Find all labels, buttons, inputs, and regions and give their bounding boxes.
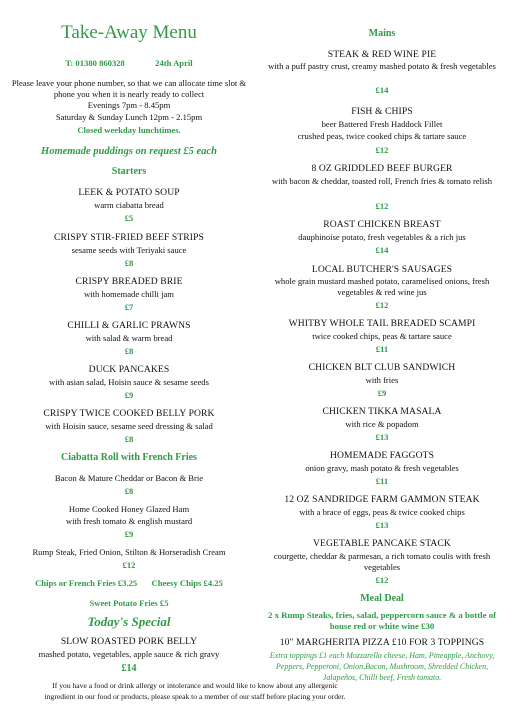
starter-price: £5 [124, 213, 134, 223]
main-price: £12 [375, 300, 389, 310]
starter-name: LEEK & POTATO SOUP [78, 187, 180, 198]
special-price: £14 [121, 663, 137, 674]
main-desc: with a brace of eggs, peas & twice cooked chips [299, 507, 465, 517]
ciabatta-heading: Ciabatta Roll with French Fries [61, 452, 197, 463]
main-desc: courgette, cheddar & parmesan, a rich tomato coulis with fresh vegetables [273, 551, 491, 572]
closed-notice: Closed weekday lunchtimes. [77, 125, 181, 135]
main-name: WHITBY WHOLE TAIL BREADED SCAMPI [288, 318, 476, 329]
ciabatta-price: £8 [124, 486, 134, 496]
main-price: £14 [375, 85, 389, 95]
starter-price: £9 [124, 390, 134, 400]
starter-name: CHILLI & GARLIC PRAWNS [67, 320, 191, 331]
special-name: SLOW ROASTED PORK BELLY [60, 636, 198, 647]
main-price: £11 [375, 344, 389, 354]
contact-line [8, 58, 250, 69]
ciabatta-item: Bacon & Mature Cheddar or Bacon & Brie [54, 473, 204, 483]
meal-deal-desc: 2 x Rump Steaks, fries, salad, peppercorn sauce & a bottle of house red or white wine £30 [267, 610, 497, 631]
main-desc-extra: crushed peas, twice cooked chips & tartare sauce [297, 131, 467, 141]
main-name: LOCAL BUTCHER'S SAUSAGES [311, 264, 453, 275]
weekend-hours: Saturday & Sunday Lunch 12pm - 2.15pm [55, 112, 203, 122]
date: 24th April [155, 58, 193, 68]
allergy-notice: If you have a food or drink allergy or intolerance and would like to know about any allergenic ingredient in our food or products, please speak to a member of our staff before placing your order. [44, 681, 346, 701]
main-desc: twice cooked chips, peas & tartare sauce [312, 331, 452, 341]
starter-price: £8 [124, 434, 134, 444]
main-name: HOMEMADE FAGGOTS [329, 450, 435, 461]
ciabatta-price: £9 [124, 529, 134, 539]
starters-heading: Starters [111, 166, 147, 177]
ciabatta-item: Rump Steak, Fried Onion, Stilton & Horseradish Cream [32, 547, 226, 557]
todays-special-heading: Today's Special [87, 614, 171, 629]
phone: T: 01380 860328 [65, 58, 125, 68]
starter-name: CRISPY BREADED BRIE [75, 276, 183, 287]
starter-price: £8 [124, 346, 134, 356]
main-name: FISH & CHIPS [351, 106, 413, 117]
main-desc: with bacon & cheddar, toasted roll, French fries & tomato relish [271, 176, 493, 186]
pizza-offer: 10" MARGHERITA PIZZA £10 FOR 3 TOPPINGS [279, 637, 485, 648]
main-desc: beer Battered Fresh Haddock Fillet [321, 119, 443, 129]
sweet-potato-fries: Sweet Potato Fries £5 [89, 598, 169, 608]
main-price: £13 [375, 520, 389, 530]
starter-desc: sesame seeds with Teriyaki sauce [71, 245, 187, 255]
chips-price: Chips or French Fries £3.25 [35, 578, 138, 588]
starter-desc: warm ciabatta bread [94, 200, 164, 210]
main-desc: with fries [365, 375, 399, 385]
starter-name: DUCK PANCAKES [88, 364, 170, 375]
main-name: 12 OZ SANDRIDGE FARM GAMMON STEAK [284, 494, 480, 505]
ciabatta-price: £12 [122, 560, 136, 570]
main-name: CHICKEN TIKKA MASALA [322, 406, 442, 417]
main-desc: with rice & popadom [345, 419, 419, 429]
main-name: ROAST CHICKEN BREAST [323, 219, 441, 230]
ciabatta-item-detail: with fresh tomato & english mustard [65, 516, 193, 526]
starter-price: £8 [124, 258, 134, 268]
main-name: STEAK & RED WINE PIE [327, 49, 437, 60]
main-price: £14 [375, 245, 389, 255]
special-desc: mashed potato, vegetables, apple sauce & rich gravy [38, 649, 220, 659]
main-price: £13 [375, 432, 389, 442]
instructions: Please leave your phone number, so that we can allocate time slot & phone you when it is nearly ready to collect [11, 78, 247, 99]
main-desc: whole grain mustard mashed potato, caramelised onions, fresh vegetables & red wine jus [274, 276, 490, 297]
starter-price: £7 [124, 302, 134, 312]
starter-desc: with salad & warm bread [85, 333, 173, 343]
starter-name: CRISPY TWICE COOKED BELLY PORK [43, 408, 215, 419]
main-price: £12 [375, 145, 389, 155]
main-price: £9 [377, 388, 387, 398]
cheesy-chips-price: Cheesy Chips £4.25 [151, 578, 223, 588]
main-desc: dauphinoise potato, fresh vegetables & a rich jus [298, 232, 466, 242]
sides-line [8, 578, 250, 589]
menu-title: Take-Away Menu [61, 22, 197, 43]
main-price: £12 [375, 201, 389, 211]
main-desc: with a puff pastry crust, creamy mashed potato & fresh vegetables [268, 61, 496, 71]
main-price: £11 [375, 476, 389, 486]
ciabatta-item: Home Cooked Honey Glazed Ham [68, 504, 190, 514]
mains-heading: Mains [368, 28, 396, 39]
evening-hours: Evenings 7pm - 8.45pm [87, 100, 171, 110]
meal-deal-heading: Meal Deal [360, 593, 404, 604]
main-name: 8 OZ GRIDDLED BEEF BURGER [311, 163, 453, 174]
starter-desc: with asian salad, Hoisin sauce & sesame seeds [49, 377, 209, 387]
main-price: £12 [375, 575, 389, 585]
starter-desc: with Hoisin sauce, sesame seed dressing & salad [45, 421, 213, 431]
main-name: CHICKEN BLT CLUB SANDWICH [308, 362, 456, 373]
starter-name: CRISPY STIR-FRIED BEEF STRIPS [54, 232, 204, 243]
main-desc: onion gravy, mash potato & fresh vegetables [305, 463, 459, 473]
pizza-toppings: Extra toppings £1 each Mozzarella cheese, Ham, Pineapple, Anchovy, Peppers, Pepperoni, Onion,Bacon, Mushroom, Shredded Chicken, Jalapeños, Chilli beef, Fresh tomato. [269, 651, 495, 682]
starter-desc: with homemade chilli jam [84, 289, 174, 299]
main-name: VEGETABLE PANCAKE STACK [313, 538, 451, 549]
puddings-note: Homemade puddings on request £5 each [41, 146, 217, 157]
